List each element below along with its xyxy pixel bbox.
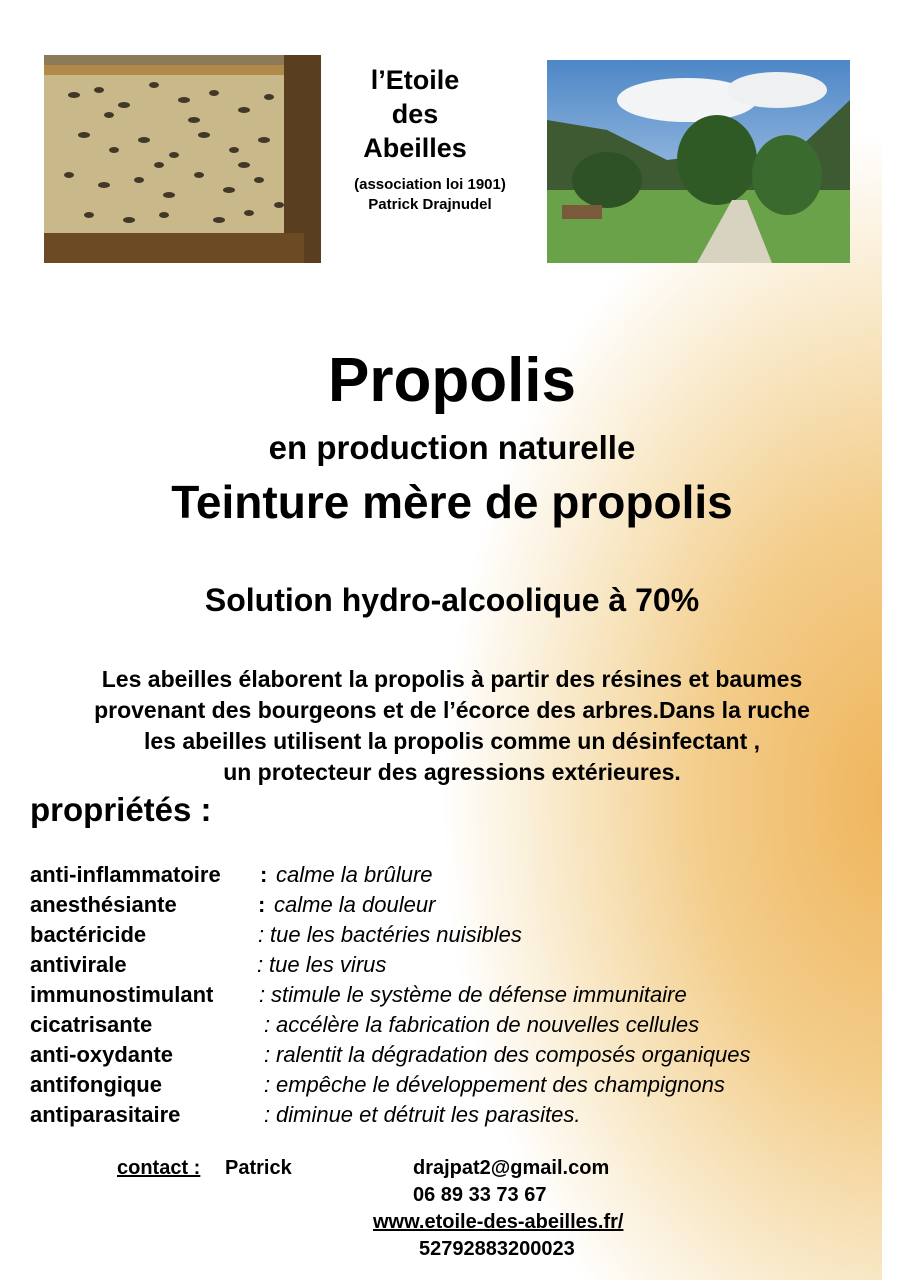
property-separator: :: [258, 892, 266, 917]
property-description: diminue et détruit les parasites.: [276, 1102, 581, 1127]
property-term: immunostimulant: [30, 982, 214, 1007]
description-line: les abeilles utilisent la propolis comme un désinfectant ,: [143, 728, 761, 754]
subtitle: en production naturelle: [268, 429, 636, 466]
description-line: Les abeilles élaborent la propolis à partir des résines et baumes: [101, 666, 803, 692]
property-term: anesthésiante: [30, 892, 177, 917]
property-description: calme la douleur: [274, 892, 436, 917]
property-description: ralentit la dégradation des composés organiques: [276, 1042, 751, 1067]
contact-label: contact :: [117, 1157, 201, 1179]
association-name-line-3: Abeilles: [363, 133, 467, 163]
property-description: empêche le développement des champignons: [276, 1072, 725, 1097]
association-name-line-2: des: [391, 99, 439, 129]
page-edge-strip: [882, 0, 904, 1280]
solution-title: Solution hydro-alcoolique à 70%: [204, 582, 700, 618]
beehive-frame-photo: [44, 55, 321, 263]
property-term: antiparasitaire: [30, 1102, 181, 1127]
description: [20, 664, 884, 788]
main-title: Propolis: [327, 346, 577, 415]
registration-number: 52792883200023: [419, 1238, 575, 1260]
contact-name: Patrick: [225, 1157, 292, 1179]
property-separator: :: [264, 1072, 271, 1097]
properties-heading: propriétés :: [30, 791, 212, 828]
property-term: cicatrisante: [30, 1012, 153, 1037]
product-title: Teinture mère de propolis: [171, 476, 733, 528]
author-name: Patrick Drajnudel: [368, 196, 492, 213]
property-separator: :: [264, 1012, 271, 1037]
association-name-line-1: l’Etoile: [370, 65, 460, 95]
contact-phone: 06 89 33 73 67: [413, 1184, 547, 1206]
property-separator: :: [258, 922, 265, 947]
mountain-landscape-photo: [547, 60, 850, 263]
property-description: calme la brûlure: [276, 862, 433, 887]
property-term: antivirale: [30, 952, 127, 977]
association-note: (association loi 1901): [354, 176, 506, 193]
property-term: anti-oxydante: [30, 1042, 174, 1067]
property-separator: :: [260, 862, 268, 887]
description-line: un protecteur des agressions extérieures.: [223, 759, 681, 785]
property-term: anti-inflammatoire: [30, 862, 221, 887]
property-separator: :: [257, 952, 264, 977]
property-description: accélère la fabrication de nouvelles cellules: [276, 1012, 700, 1037]
contact-email[interactable]: drajpat2@gmail.com: [413, 1157, 610, 1179]
property-term: antifongique: [30, 1072, 162, 1097]
website-link[interactable]: www.etoile-des-abeilles.fr/: [373, 1211, 624, 1233]
description-line: provenant des bourgeons et de l’écorce des arbres.Dans la ruche: [94, 697, 810, 723]
property-separator: :: [259, 982, 266, 1007]
property-description: tue les virus: [269, 952, 387, 977]
property-term: bactéricide: [30, 922, 147, 947]
property-description: stimule le système de défense immunitaire: [271, 982, 687, 1007]
property-separator: :: [264, 1042, 271, 1067]
property-separator: :: [264, 1102, 271, 1127]
property-description: tue les bactéries nuisibles: [270, 922, 522, 947]
